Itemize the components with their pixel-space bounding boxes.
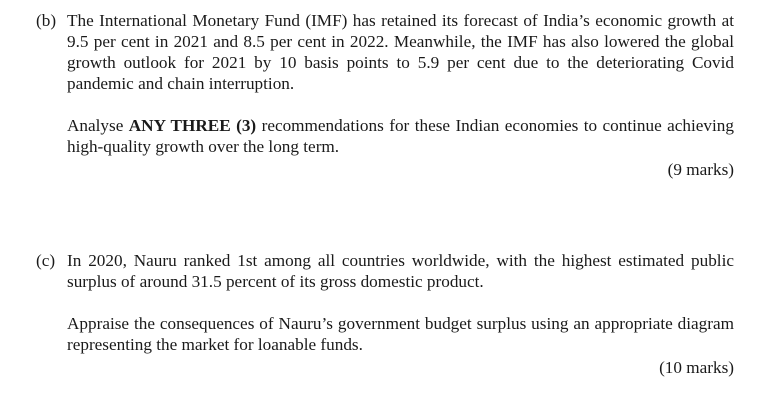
question-c-marks: (10 marks) (659, 358, 734, 377)
question-b-task-lead: Analyse (67, 116, 129, 135)
question-b-task (67, 115, 734, 157)
question-c (36, 250, 734, 378)
question-c-stem-row (36, 250, 734, 292)
question-b-stem-row (36, 10, 734, 94)
question-b (36, 10, 734, 180)
question-b-task-rest: recommendations for these Indian economies to continue achieving high-quality growth over the long term. (67, 116, 734, 156)
question-c-task: Appraise the consequences of Nauru’s government budget surplus using an appropriate diagram representing the market for loanable funds. (67, 314, 734, 354)
question-b-marks: (9 marks) (667, 160, 734, 179)
question-b-stem: The International Monetary Fund (IMF) has retained its forecast of India’s economic growth at 9.5 per cent in 2021 and 8.5 per cent in 2022. Meanwhile, the IMF has also lowered the global growth outlook for 2021 by 10 basis points to 5.9 per cent due to the deteriorating Covid pandemic and chain interruption. (67, 11, 734, 93)
question-b-label: (b) (36, 11, 57, 30)
question-c-label: (c) (36, 251, 56, 270)
question-c-stem: In 2020, Nauru ranked 1st among all countries worldwide, with the highest estimated public surplus of around 31.5 percent of its gross domestic product. (67, 251, 734, 291)
question-b-task-emphasis: ANY THREE (3) (128, 116, 257, 135)
